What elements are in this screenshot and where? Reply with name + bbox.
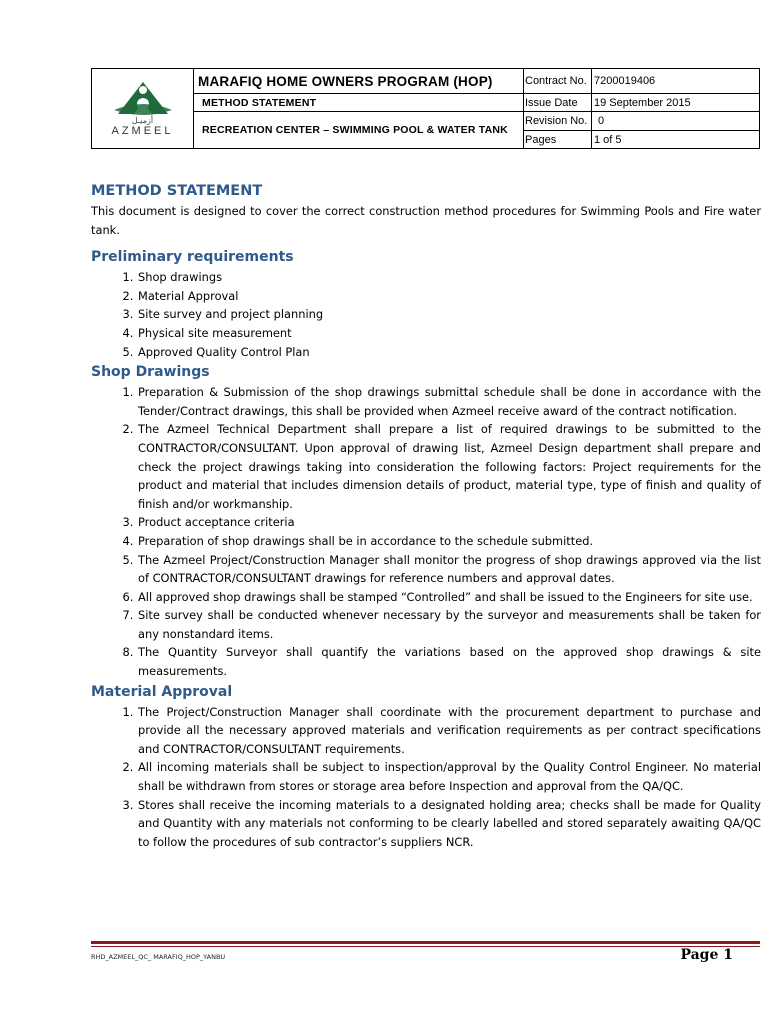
material-approval-list	[91, 703, 761, 852]
section-heading: Material Approval	[91, 683, 233, 700]
list-item: 7. Site survey shall be conducted whenever necessary by the surveyor and measurements shall be taken for any nonstandard items.	[137, 606, 761, 643]
section-heading: Preliminary requirements	[91, 249, 294, 266]
section-heading: Shop Drawings	[91, 364, 210, 381]
intro-paragraph: This document is designed to cover the correct construction method procedures for Swimming Pools and Fire water tank.	[91, 204, 761, 237]
list-item: 2. The Azmeel Technical Department shall prepare a list of required drawings to be submitted to the CONTRACTOR/CONSULTANT. Upon approval of drawing list, Azmeel Design department shall prepare and check the project drawings taking into consideration the following factors: Project requirements for the product and material that includes dimension details of product, material type, type of finish and quality of finish and/or workmanship.	[137, 420, 761, 513]
document-body	[91, 180, 761, 851]
list-item: 1. Shop drawings	[137, 268, 761, 287]
document-title: METHOD STATEMENT	[91, 183, 263, 199]
footer-reference: RHD_AZMEEL_QC_ MARAFIQ_HOP_YANBU	[91, 953, 226, 961]
doc-subject: RECREATION CENTER – SWIMMING POOL & WATER TANK	[194, 112, 524, 149]
section-shop-drawings	[91, 361, 761, 681]
list-item: 5. The Azmeel Project/Construction Manager shall monitor the progress of shop drawings approved via the list of CONTRACTOR/CONSULTANT drawings for reference numbers and approval dates.	[137, 551, 761, 588]
document-header-table	[91, 68, 760, 149]
doc-type: METHOD STATEMENT	[194, 94, 524, 112]
list-item: 6. All approved shop drawings shall be stamped “Controlled” and shall be issued to the Engineers for site use.	[137, 588, 761, 607]
list-item: 8. The Quantity Surveyor shall quantify the variations based on the approved shop drawings & site measurements.	[137, 643, 761, 680]
azmeel-logo	[92, 80, 193, 137]
contract-no-value: 7200019406	[592, 69, 760, 94]
list-item: 4. Preparation of shop drawings shall be in accordance to the schedule submitted.	[137, 532, 761, 551]
revision-no-label: Revision No.	[524, 112, 592, 131]
pages-label: Pages	[524, 131, 592, 149]
section-preliminary	[91, 246, 761, 361]
logo-icon	[110, 80, 176, 118]
list-item: 4. Physical site measurement	[137, 324, 761, 343]
issue-date-label: Issue Date	[524, 94, 592, 112]
issue-date-value: 19 September 2015	[592, 94, 760, 112]
list-item: 1. The Project/Construction Manager shall coordinate with the procurement department to purchase and provide all the necessary approved materials and verification requirements as per contract specifications and CONTRACTOR/CONSULTANT requirements.	[137, 703, 761, 759]
list-item: 1. Preparation & Submission of the shop drawings submittal schedule shall be done in accordance with the Tender/Contract drawings, this shall be provided when Azmeel receive award of the contract notification.	[137, 383, 761, 420]
logo-cell	[92, 69, 194, 149]
program-title: MARAFIQ HOME OWNERS PROGRAM (HOP)	[194, 69, 524, 94]
list-item: 3. Product acceptance criteria	[137, 513, 761, 532]
section-material-approval	[91, 681, 761, 852]
logo-text: AZMEEL	[111, 125, 174, 137]
shop-drawings-list	[91, 383, 761, 681]
page-number: Page 1	[680, 947, 733, 963]
contract-no-label: Contract No.	[524, 69, 592, 94]
preliminary-list	[91, 268, 761, 361]
pages-value: 1 of 5	[592, 131, 760, 149]
footer-rule-thin	[91, 946, 760, 947]
list-item: 2. Material Approval	[137, 287, 761, 306]
list-item: 2. All incoming materials shall be subject to inspection/approval by the Quality Control Engineer. No material shall be withdrawn from stores or storage area before Inspection and approval from the QA/QC.	[137, 758, 761, 795]
list-item: 3. Stores shall receive the incoming materials to a designated holding area; checks shall be made for Quality and Quantity with any materials not conforming to be clearly labelled and stored separately awaiting QA/QC to follow the procedures of sub contractor’s suppliers NCR.	[137, 796, 761, 852]
logo-arabic-text: أزميـل	[131, 116, 154, 125]
list-item: 3. Site survey and project planning	[137, 305, 761, 324]
revision-no-value: 0	[592, 112, 760, 131]
footer-rule	[91, 941, 760, 947]
list-item: 5. Approved Quality Control Plan	[137, 343, 761, 362]
footer-rule-thick	[91, 941, 760, 944]
